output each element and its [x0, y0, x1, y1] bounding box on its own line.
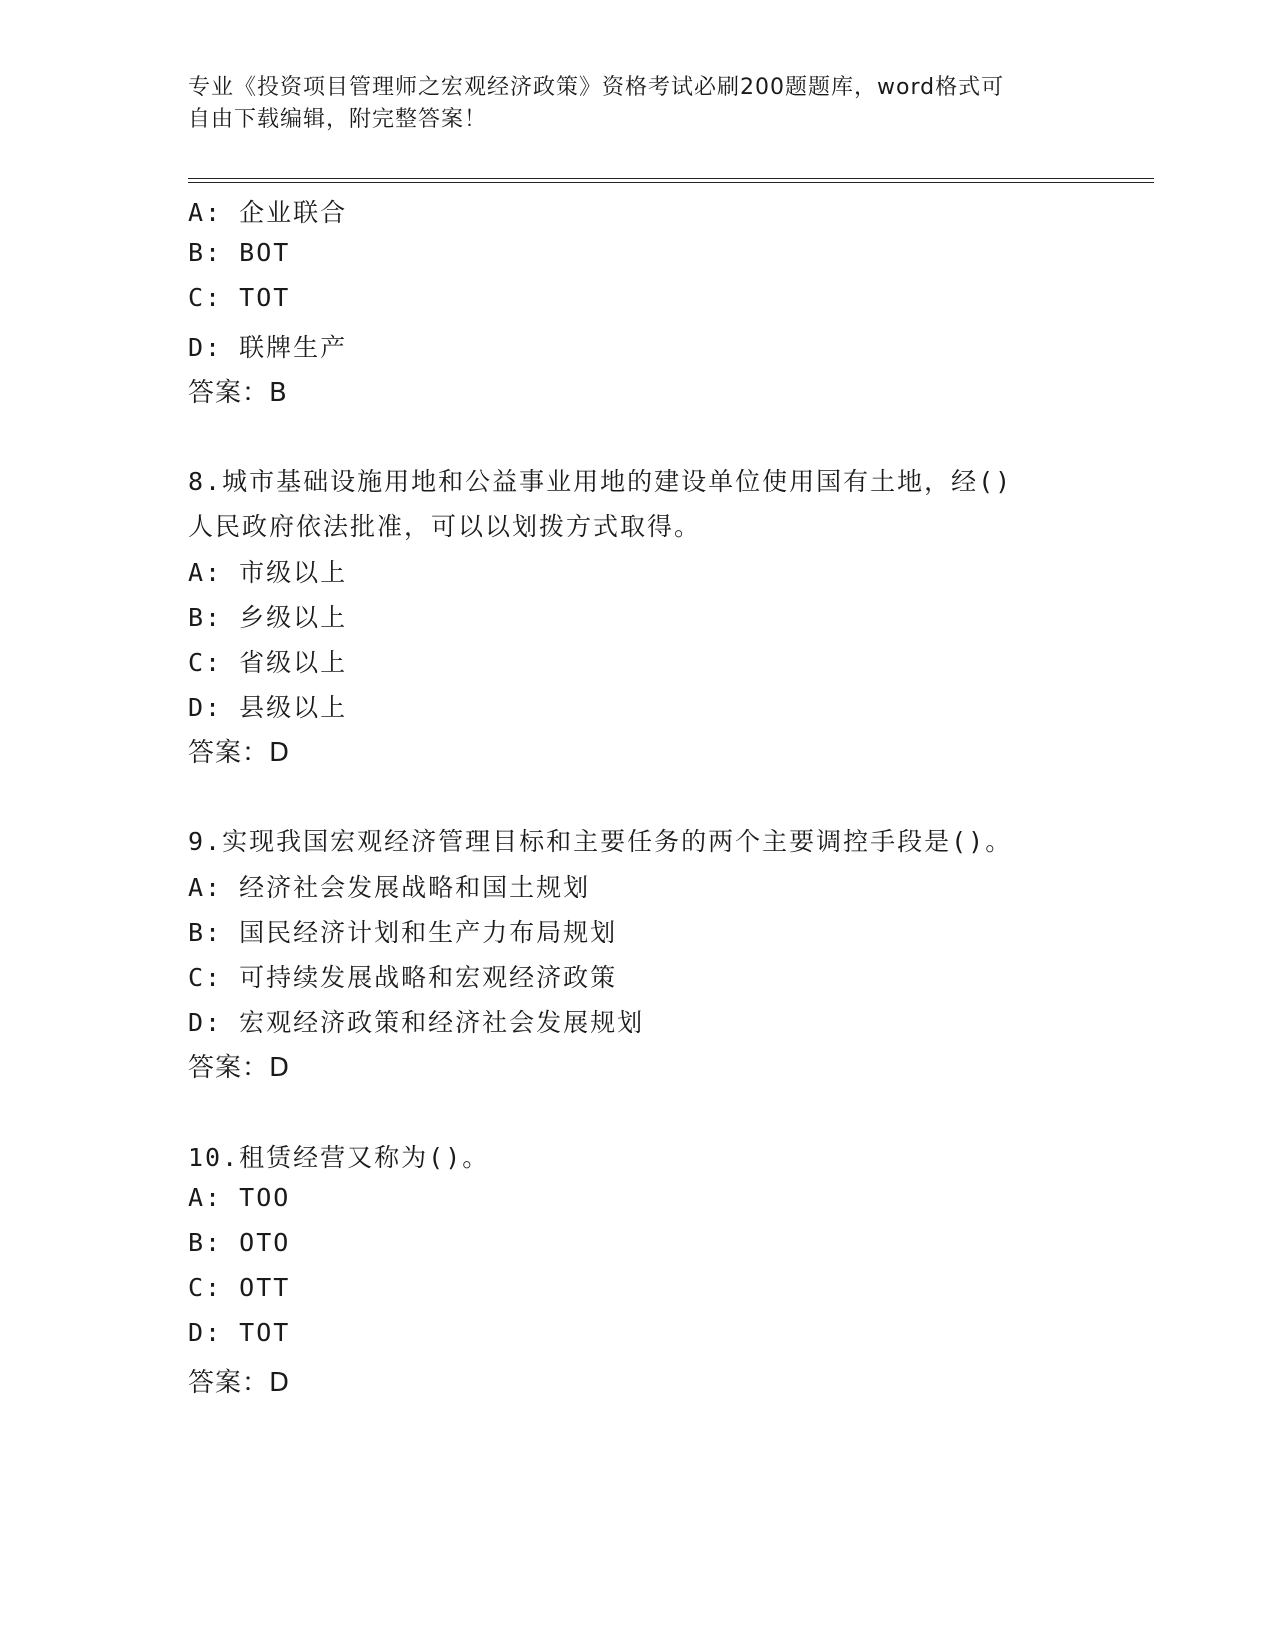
document-header [188, 72, 1068, 136]
header-line-1: 专业《投资项目管理师之宏观经济政策》资格考试必刷200题题库，word格式可 [188, 75, 1005, 100]
q9-option-b: B: 国民经济计划和生产力布局规划 [188, 918, 618, 947]
q7-option-a: A: 企业联合 [188, 198, 348, 227]
q9-option-a: A: 经济社会发展战略和国土规划 [188, 873, 591, 902]
q7-option-c: C: TOT [188, 283, 291, 312]
q10-option-a: A: TOO [188, 1183, 291, 1212]
header-divider-top [188, 178, 1154, 179]
header-divider-bottom [188, 182, 1154, 183]
q9-answer: 答案：D [188, 1053, 291, 1083]
q8-option-d: D: 县级以上 [188, 693, 348, 722]
q7-answer: 答案：B [188, 378, 288, 408]
q10-option-d: D: TOT [188, 1318, 291, 1347]
q8-question-line-1: 8.城市基础设施用地和公益事业用地的建设单位使用国有土地，经() [188, 467, 1013, 496]
q8-option-a: A: 市级以上 [188, 558, 348, 587]
q7-option-d: D: 联牌生产 [188, 333, 348, 362]
q8-question-line-2: 人民政府依法批准，可以以划拨方式取得。 [188, 512, 702, 541]
q10-question-line-1: 10.租赁经营又称为()。 [188, 1143, 490, 1172]
q9-option-c: C: 可持续发展战略和宏观经济政策 [188, 963, 618, 992]
q7-option-b: B: BOT [188, 238, 291, 267]
q8-answer: 答案：D [188, 738, 291, 768]
q10-option-b: B: OTO [188, 1228, 291, 1257]
q10-option-c: C: OTT [188, 1273, 291, 1302]
q9-option-d: D: 宏观经济政策和经济社会发展规划 [188, 1008, 645, 1037]
header-line-2: 自由下载编辑，附完整答案！ [188, 107, 488, 132]
q8-option-c: C: 省级以上 [188, 648, 348, 677]
q9-question-line-1: 9.实现我国宏观经济管理目标和主要任务的两个主要调控手段是()。 [188, 827, 1013, 856]
q8-option-b: B: 乡级以上 [188, 603, 348, 632]
q10-answer: 答案：D [188, 1368, 291, 1398]
